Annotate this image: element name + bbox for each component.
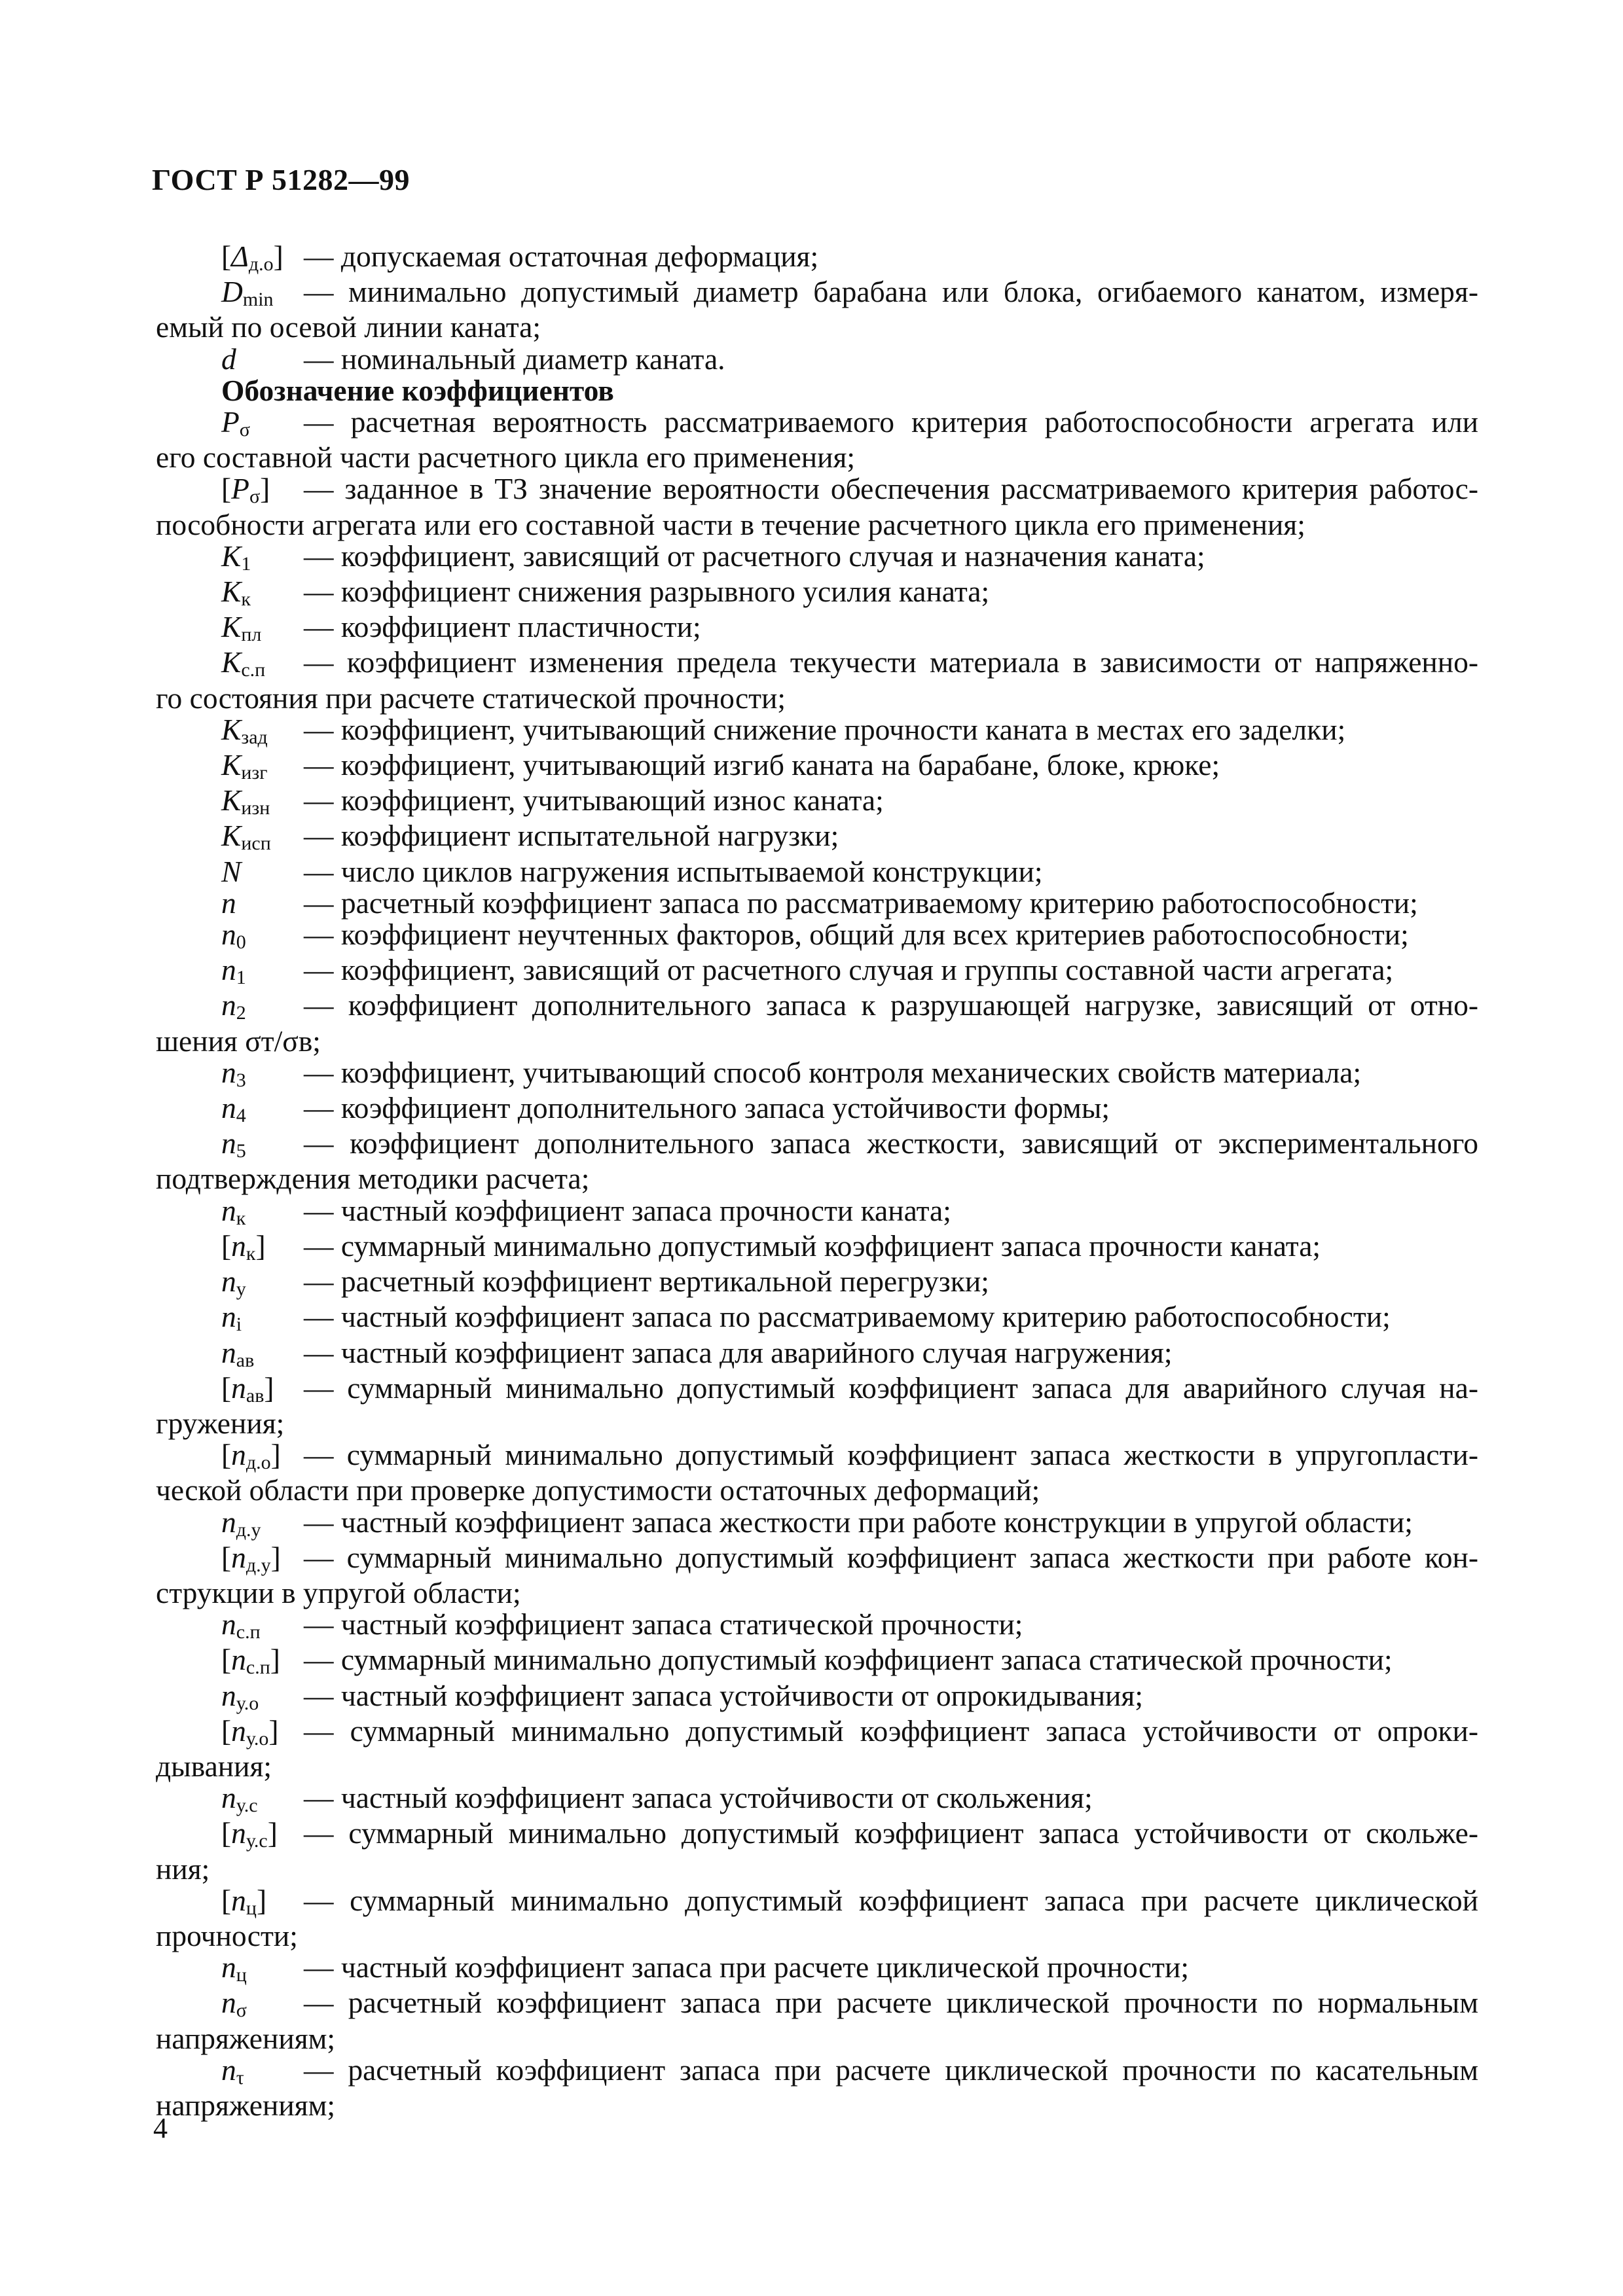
symbol-base: n xyxy=(221,886,236,920)
symbol xyxy=(221,1128,304,1163)
symbol-base: n xyxy=(221,2053,236,2087)
symbol-description-continuation: дывания; xyxy=(156,1749,272,1783)
symbol-description: — коэффициент дополнительного запаса устойчивости формы; xyxy=(304,1091,1110,1125)
symbol-description: — расчетный коэффициент вертикальной перегрузки; xyxy=(304,1265,989,1299)
symbol xyxy=(221,576,304,611)
symbol-entry xyxy=(156,954,1478,990)
symbol-description: — суммарный минимально допустимый коэффициент запаса жесткости при работе кон- xyxy=(304,1540,1478,1574)
symbol-description-continuation: емый по осевой линии каната; xyxy=(156,310,541,344)
symbol-base: n xyxy=(221,1781,236,1815)
symbol-description: — допускаемая остаточная деформация; xyxy=(304,240,819,273)
symbol-entry xyxy=(156,1372,1478,1439)
document-header: ГОСТ Р 51282—99 xyxy=(152,163,410,196)
symbol-description-continuation: подтверждения методики расчета; xyxy=(156,1162,590,1196)
symbol-subscript: у.о xyxy=(236,1692,259,1714)
symbol xyxy=(221,406,304,442)
symbol-description: — коэффициент испытательной нагрузки; xyxy=(304,819,839,853)
symbol-entry xyxy=(156,1128,1478,1194)
symbol-subscript: i xyxy=(236,1314,242,1336)
symbol-base: K xyxy=(221,610,242,644)
symbol-description: — коэффициент неучтенных факторов, общий для всех критериев работоспособности; xyxy=(304,918,1409,952)
symbol-subscript: у.с xyxy=(236,1795,258,1817)
symbol-subscript: исп xyxy=(241,833,271,855)
symbol-description-continuation: ческой области при проверке допустимости остаточных деформаций; xyxy=(156,1473,1040,1507)
symbol xyxy=(221,888,304,919)
symbol-base: n xyxy=(221,1505,236,1539)
symbol-subscript: д.у xyxy=(236,1518,261,1541)
symbol-description: — частный коэффициент запаса устойчивости от опрокидывания; xyxy=(304,1678,1143,1712)
symbol-base: Δ xyxy=(231,240,249,273)
symbol-description: — коэффициент, учитывающий способ контроля механических свойств материала; xyxy=(304,1055,1362,1089)
symbol-base: K xyxy=(221,819,242,853)
symbol-entry xyxy=(156,1644,1478,1679)
symbol-base: n xyxy=(231,1229,246,1263)
symbol-subscript: ц xyxy=(246,1897,257,1919)
symbol-entry xyxy=(156,856,1478,888)
symbol-description-continuation: струкции в упругой области; xyxy=(156,1575,521,1609)
symbol-description-continuation: его составной части расчетного цикла его применения; xyxy=(156,440,856,475)
symbol-description: — коэффициент снижения разрывного усилия каната; xyxy=(304,575,990,609)
symbol-description-continuation: пособности агрегата или его составной части в течение расчетного цикла его применения; xyxy=(156,507,1305,541)
symbol xyxy=(221,1266,304,1301)
symbol-subscript: ц xyxy=(236,1964,247,1986)
symbol-description: — номинальный диаметр каната. xyxy=(304,342,725,376)
symbol-subscript: пл xyxy=(241,624,262,646)
symbol xyxy=(221,1680,304,1715)
symbol-description: — число циклов нагружения испытываемой конструкции; xyxy=(304,854,1043,888)
symbol-subscript: 4 xyxy=(236,1105,246,1127)
symbol-entry xyxy=(156,1987,1478,2054)
symbol-description: — частный коэффициент запаса прочности каната; xyxy=(304,1193,951,1227)
symbol xyxy=(221,1195,304,1230)
symbol xyxy=(221,919,304,954)
symbol-entry xyxy=(156,1439,1478,1506)
symbol: $[n_{с.п}]$ xyxy=(221,1643,280,1679)
symbol: $[n_к]$ xyxy=(221,1229,266,1265)
symbol-base: n xyxy=(221,1607,236,1641)
symbol-entry xyxy=(156,1542,1478,1609)
symbol-base: n xyxy=(231,1643,246,1677)
symbol-description: — расчетная вероятность рассматриваемого критерия работоспособности агрегата или xyxy=(304,405,1478,439)
symbol-base: K xyxy=(221,712,242,746)
symbol-description: — суммарный минимально допустимый коэффициент запаса прочности каната; xyxy=(304,1229,1321,1263)
symbol-base: n xyxy=(221,1950,236,1984)
symbol-description: — частный коэффициент запаса для аварийного случая нагружения; xyxy=(304,1335,1173,1369)
symbol-description-continuation: прочности; xyxy=(156,1918,298,1952)
symbol xyxy=(221,714,304,749)
symbol-base: n xyxy=(221,1265,236,1299)
symbol xyxy=(221,1301,304,1336)
symbol-entry xyxy=(156,990,1478,1056)
symbol-base: N xyxy=(221,854,242,888)
symbol-description: — коэффициент изменения предела текучести материала в зависимости от напряженно- xyxy=(304,645,1478,679)
symbol-subscript: изг xyxy=(241,762,268,784)
symbol-base: n xyxy=(231,1816,246,1850)
symbol-description: — суммарный минимально допустимый коэффициент запаса устойчивости от скольже- xyxy=(304,1816,1478,1850)
symbol-description: — частный коэффициент запаса по рассматриваемому критерию работоспособности; xyxy=(304,1300,1391,1334)
symbol-subscript: 2 xyxy=(236,1002,246,1024)
symbol-entry xyxy=(156,473,1478,540)
symbol-subscript: с.п xyxy=(246,1657,270,1679)
symbol-description: — частный коэффициент запаса при расчете циклической прочности; xyxy=(304,1950,1190,1984)
symbol-subscript: к xyxy=(246,1242,256,1265)
symbol-base: n xyxy=(221,1678,236,1712)
symbol xyxy=(221,276,304,312)
symbol-base: n xyxy=(231,1438,246,1472)
symbol-base: n xyxy=(221,988,236,1022)
symbol-base: n xyxy=(231,1713,246,1748)
symbol-description: — частный коэффициент запаса жесткости при работе конструкции в упругой области; xyxy=(304,1505,1413,1539)
symbol-base: K xyxy=(221,748,242,782)
symbol: $[n_ц]$ xyxy=(221,1883,267,1919)
symbol xyxy=(221,344,304,375)
symbol-entry xyxy=(156,1609,1478,1644)
symbol-base: K xyxy=(221,645,242,679)
symbol: $[n_{ав}]$ xyxy=(221,1371,274,1407)
symbol xyxy=(221,785,304,820)
symbol-subscript: с.п xyxy=(236,1621,261,1643)
symbol-description: — суммарный минимально допустимый коэффициент запаса при расчете циклической xyxy=(304,1883,1478,1917)
symbol-entry xyxy=(156,749,1478,785)
symbol-base: d xyxy=(221,342,236,376)
symbol-description: — коэффициент дополнительного запаса к разрушающей нагрузке, зависящий от отно- xyxy=(304,988,1478,1022)
symbol xyxy=(221,2054,304,2090)
symbol-base: K xyxy=(221,539,242,573)
symbol xyxy=(221,541,304,576)
symbol-entry xyxy=(156,888,1478,919)
symbol-entry xyxy=(156,1266,1478,1301)
symbol-description-continuation: ния; xyxy=(156,1852,210,1886)
symbol-entry xyxy=(156,1195,1478,1230)
symbol-description: — расчетный коэффициент запаса по рассматриваемому критерию работоспособности; xyxy=(304,886,1418,920)
symbol xyxy=(221,647,304,682)
symbol-description: — коэффициент, учитывающий изгиб каната на барабане, блоке, крюке; xyxy=(304,748,1220,782)
symbol: $[P_\sigma]$ xyxy=(221,472,270,508)
symbol-description: — коэффициент, зависящий от расчетного случая и назначения каната; xyxy=(304,539,1205,573)
symbol-subscript: σ xyxy=(236,2000,247,2022)
symbol xyxy=(221,749,304,785)
symbol-entry xyxy=(156,785,1478,820)
symbol-base: K xyxy=(221,575,242,609)
symbol xyxy=(221,1507,304,1542)
symbol-subscript: σ xyxy=(239,419,250,441)
symbol-entry xyxy=(156,714,1478,749)
symbol xyxy=(221,954,304,990)
symbol: $[n_{д.у}]$ xyxy=(221,1540,281,1576)
symbol-entry xyxy=(156,919,1478,954)
symbol-entry xyxy=(156,1952,1478,1987)
symbol-description: — коэффициент пластичности; xyxy=(304,610,701,644)
symbol: $[\Delta_{д.о}]$ xyxy=(221,240,283,275)
symbol xyxy=(221,1057,304,1092)
symbol-entry xyxy=(156,576,1478,611)
symbol-description-continuation: го состояния при расчете статической прочности; xyxy=(156,681,786,715)
symbol-entry xyxy=(156,1337,1478,1372)
symbol-description-continuation: напряжениям; xyxy=(156,2021,336,2055)
symbol-subscript: 1 xyxy=(236,967,246,989)
symbol-entry xyxy=(156,344,1478,375)
symbol-subscript: у.с xyxy=(246,1830,268,1852)
symbol-base: n xyxy=(231,1371,246,1405)
symbol xyxy=(221,1987,304,2022)
symbol xyxy=(221,1092,304,1128)
symbol-description-continuation: напряжениям; xyxy=(156,2088,336,2122)
symbol-subscript: у xyxy=(236,1278,246,1300)
symbol-list xyxy=(156,241,1478,2121)
symbol-description: — суммарный минимально допустимый коэффициент запаса статической прочности; xyxy=(304,1643,1393,1677)
symbol-subscript: 5 xyxy=(236,1140,246,1162)
symbol-entry xyxy=(156,1230,1478,1266)
symbol-entry xyxy=(156,1782,1478,1818)
symbol xyxy=(221,990,304,1025)
symbol-subscript: 0 xyxy=(236,931,246,954)
symbol-subscript: у.о xyxy=(246,1727,269,1749)
symbol-base: n xyxy=(231,1883,246,1917)
symbol-base: P xyxy=(221,405,240,439)
symbol-entry xyxy=(156,1715,1478,1782)
symbol-subscript: с.п xyxy=(241,659,266,681)
symbol-description: — расчетный коэффициент запаса при расчете циклической прочности по нормальным xyxy=(304,1986,1478,2020)
symbol-base: n xyxy=(221,1126,236,1160)
symbol-subscript: зад xyxy=(241,726,268,748)
symbol-base: n xyxy=(231,1540,246,1574)
symbol-description-continuation: шения σт/σв; xyxy=(156,1024,321,1058)
symbol xyxy=(221,1337,304,1372)
symbol-base: n xyxy=(221,1300,236,1334)
page-number: 4 xyxy=(153,2112,168,2144)
symbol-description: — расчетный коэффициент запаса при расчете циклической прочности по касательным xyxy=(304,2053,1478,2087)
symbol-description: — частный коэффициент запаса устойчивости от скольжения; xyxy=(304,1781,1093,1815)
symbol-subscript: σ xyxy=(249,486,261,508)
symbol-subscript: к xyxy=(236,1207,246,1229)
symbol-base: n xyxy=(221,1091,236,1125)
symbol-description: — заданное в ТЗ значение вероятности обеспечения рассматриваемого критерия работос- xyxy=(304,472,1478,506)
symbol xyxy=(221,820,304,855)
symbol-base: D xyxy=(221,275,243,309)
symbol-base: n xyxy=(221,1335,236,1369)
symbol-entry xyxy=(156,1057,1478,1092)
symbol-subscript: ав xyxy=(236,1349,255,1371)
symbol-entry xyxy=(156,1301,1478,1336)
symbol-entry xyxy=(156,611,1478,647)
symbol xyxy=(221,1782,304,1818)
symbol-base: K xyxy=(221,783,242,817)
symbol-description-continuation: гружения; xyxy=(156,1406,285,1440)
symbol-subscript: ав xyxy=(246,1384,264,1407)
symbol-description: — минимально допустимый диаметр барабана или блока, огибаемого канатом, измеря- xyxy=(304,275,1478,309)
symbol-entry xyxy=(156,647,1478,713)
symbol-entry xyxy=(156,406,1478,473)
symbol: $[n_{у.с}]$ xyxy=(221,1816,278,1852)
symbol-subscript: д.о xyxy=(248,253,274,275)
symbol-base: n xyxy=(221,1193,236,1227)
symbol: $[n_{д.о}]$ xyxy=(221,1438,281,1474)
section-heading: Обозначение коэффициентов xyxy=(221,373,614,407)
symbol xyxy=(221,1952,304,1987)
symbol: $[n_{у.о}]$ xyxy=(221,1713,279,1749)
symbol xyxy=(221,611,304,647)
symbol-description: — суммарный минимально допустимый коэффициент запаса жесткости в упругопласти- xyxy=(304,1438,1478,1472)
symbol-subscript: min xyxy=(242,289,274,311)
symbol-entry xyxy=(156,820,1478,855)
symbol-base: n xyxy=(221,953,236,987)
symbol-description: — частный коэффициент запаса статической прочности; xyxy=(304,1607,1023,1641)
symbol-description: — коэффициент, учитывающий снижение прочности каната в местах его заделки; xyxy=(304,712,1346,746)
symbol xyxy=(221,1609,304,1644)
symbol xyxy=(221,856,304,888)
symbol-base: n xyxy=(221,1986,236,2020)
symbol-base: P xyxy=(231,472,249,506)
symbol-subscript: к xyxy=(241,588,251,611)
symbol-subscript: д.о xyxy=(246,1452,271,1474)
symbol-entry xyxy=(156,1885,1478,1952)
symbol-description: — суммарный минимально допустимый коэффициент запаса устойчивости от опроки- xyxy=(304,1713,1478,1748)
symbol-subscript: 3 xyxy=(236,1069,246,1091)
symbol-entry xyxy=(156,2054,1478,2121)
symbol-base: n xyxy=(221,918,236,952)
symbol-description: — коэффициент, зависящий от расчетного случая и группы составной части агрегата; xyxy=(304,953,1394,987)
symbol-description: — коэффициент, учитывающий износ каната; xyxy=(304,783,884,817)
symbol-subscript: τ xyxy=(236,2066,244,2089)
symbol-description: — коэффициент дополнительного запаса жесткости, зависящий от экспериментального xyxy=(304,1126,1478,1160)
symbol-base: n xyxy=(221,1055,236,1089)
symbol-entry xyxy=(156,1092,1478,1128)
symbol-subscript: 1 xyxy=(241,552,251,575)
symbol-entry xyxy=(156,541,1478,576)
symbol-subscript: д.у xyxy=(246,1554,271,1576)
symbol-description: — суммарный минимально допустимый коэффициент запаса для аварийного случая на- xyxy=(304,1371,1478,1405)
symbol-entry xyxy=(156,1818,1478,1884)
symbol-subscript: изн xyxy=(241,797,270,819)
symbol-entry xyxy=(156,241,1478,276)
symbol-entry xyxy=(156,1680,1478,1715)
symbol-entry xyxy=(156,276,1478,343)
symbol-entry xyxy=(156,1507,1478,1542)
